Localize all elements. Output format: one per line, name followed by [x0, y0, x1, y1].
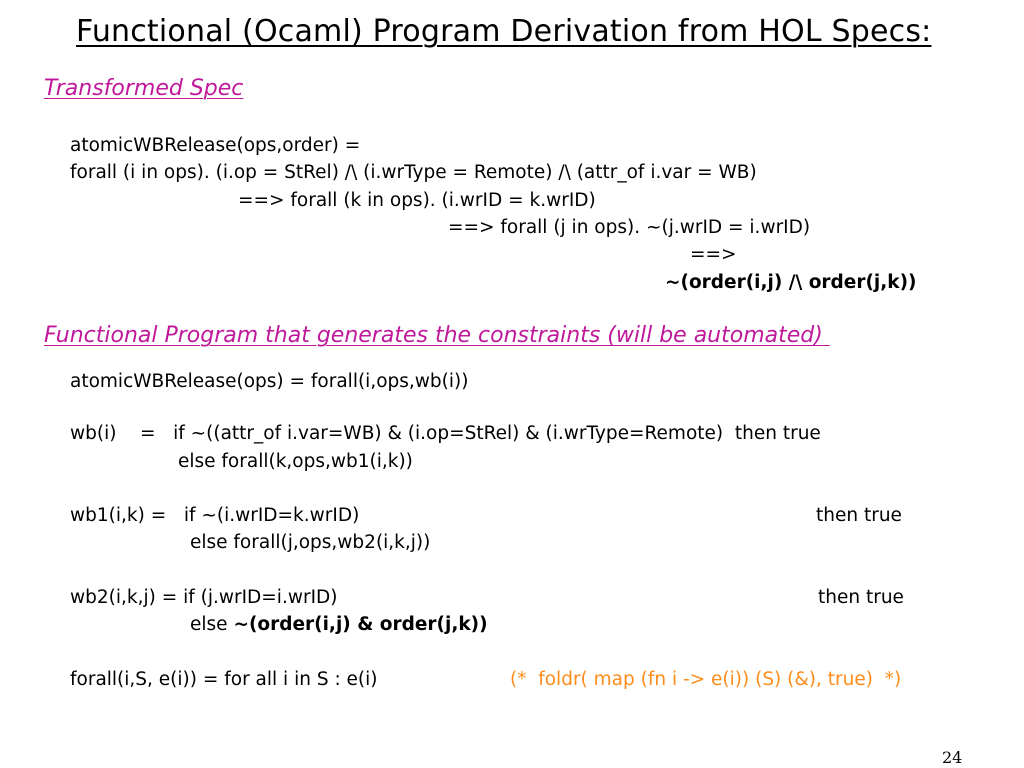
code-wb2-else-keyword: else [190, 614, 234, 635]
section-heading-functional-program: Functional Program that generates the constraints (will be automated) [44, 323, 830, 348]
spec-line-2: forall (i in ops). (i.op = StRel) /\ (i.wrType = Remote) /\ (attr_of i.var = WB) [70, 162, 757, 183]
code-wb1-head: wb1(i,k) = if ~(i.wrID=k.wrID) [70, 505, 360, 526]
code-wb2-then: then true [818, 587, 904, 608]
page-number: 24 [942, 748, 963, 767]
spec-line-4: ==> forall (j in ops). ~(j.wrID = i.wrID) [448, 217, 811, 238]
code-atomic-wb-release: atomicWBRelease(ops) = forall(i,ops,wb(i)) [70, 371, 469, 392]
spec-line-5: ==> [690, 244, 737, 265]
code-wb-else: else forall(k,ops,wb1(i,k)) [178, 451, 413, 472]
code-wb2-head: wb2(i,k,j) = if (j.wrID=i.wrID) [70, 587, 338, 608]
code-wb2-else [190, 612, 488, 638]
code-forall-comment: (* foldr( map (fn i -> e(i)) (S) (&), true) *) [510, 669, 902, 690]
spec-line-1: atomicWBRelease(ops,order) = [70, 135, 361, 156]
spec-line-3: ==> forall (k in ops). (i.wrID = k.wrID) [238, 190, 596, 211]
spec-line-6: ~(order(i,j) /\ order(j,k)) [665, 272, 917, 293]
code-wb-head: wb(i) = if ~((attr_of i.var=WB) & (i.op=StRel) & (i.wrType=Remote) then true [70, 423, 821, 444]
code-wb2-else-expression: ~(order(i,j) & order(j,k)) [233, 614, 488, 635]
code-wb1-then: then true [816, 505, 902, 526]
section-heading-transformed-spec: Transformed Spec [44, 76, 244, 101]
code-wb1-else: else forall(j,ops,wb2(i,k,j)) [190, 532, 431, 553]
code-forall-definition: forall(i,S, e(i)) = for all i in S : e(i) [70, 669, 378, 690]
slide-title: Functional (Ocaml) Program Derivation from HOL Specs: [76, 14, 932, 49]
